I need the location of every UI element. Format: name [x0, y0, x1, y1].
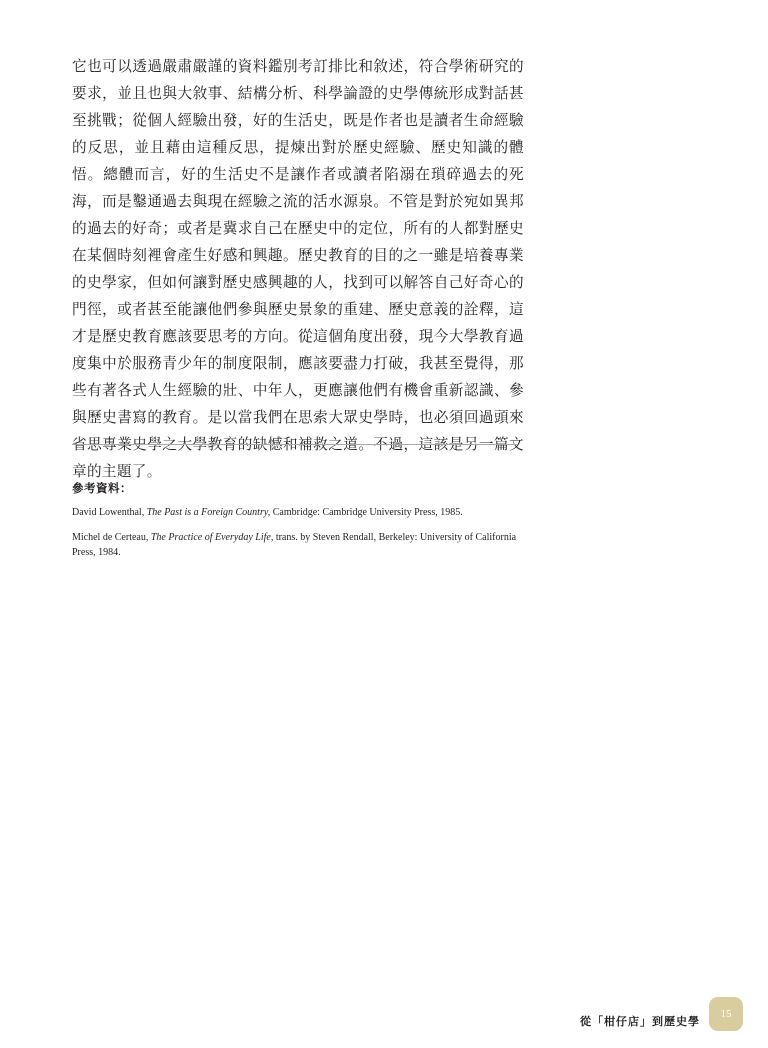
references-heading: 參考資料：	[72, 481, 132, 495]
reference-title: The Past is a Foreign Country,	[146, 507, 271, 518]
reference-publication: Cambridge: Cambridge University Press, 1985.	[270, 507, 463, 518]
reference-item	[72, 530, 520, 560]
reference-author: David Lowenthal,	[72, 507, 147, 518]
section-divider	[72, 444, 518, 445]
reference-author: Michel de Certeau,	[72, 532, 151, 543]
reference-publication: trans. by Steven Rendall, Berkeley: University of California Press, 1984.	[72, 532, 517, 558]
body-paragraph: 它也可以透過嚴肅嚴謹的資料鑑別考訂排比和敘述，符合學術研究的要求，並且也與大敘事、結構分析、科學論證的史學傳統形成對話甚至挑戰；從個人經驗出發，好的生活史，既是作者也是讀者生命經驗的反思，並且藉由這種反思，提煉出對於歷史經驗、歷史知識的體悟。總體而言，好的生活史不是讓作者或讀者陷溺在瑣碎過去的死海，而是鑿通過去與現在經驗之流的活水源泉。不管是對於宛如異邦的過去的好奇；或者是冀求自己在歷史中的定位，所有的人都對歷史在某個時刻裡會產生好感和興趣。歷史教育的目的之一雖是培養專業的史學家，但如何讓對歷史感興趣的人，找到可以解答自己好奇心的門徑，或者甚至能讓他們參與歷史景象的重建、歷史意義的詮釋，這才是歷史教育應該要思考的方向。從這個角度出發，現今大學教育過度集中於服務青少年的制度限制，應該要盡力打破，我甚至覺得，那些有著各式人生經驗的壯、中年人，更應讓他們有機會重新認識、參與歷史書寫的教育。是以當我們在思索大眾史學時，也必須回過頭來省思專業史學之大學教育的缺憾和補救之道。不過，這該是另一篇文章的主題了。	[72, 58, 524, 480]
running-title: 從「柑仔店」到歷史學	[580, 1015, 700, 1028]
page-number: 15	[720, 1008, 732, 1020]
references-list	[72, 505, 520, 570]
page-number-badge	[709, 997, 743, 1031]
reference-title: The Practice of Everyday Life,	[150, 532, 274, 543]
reference-item	[72, 505, 520, 520]
